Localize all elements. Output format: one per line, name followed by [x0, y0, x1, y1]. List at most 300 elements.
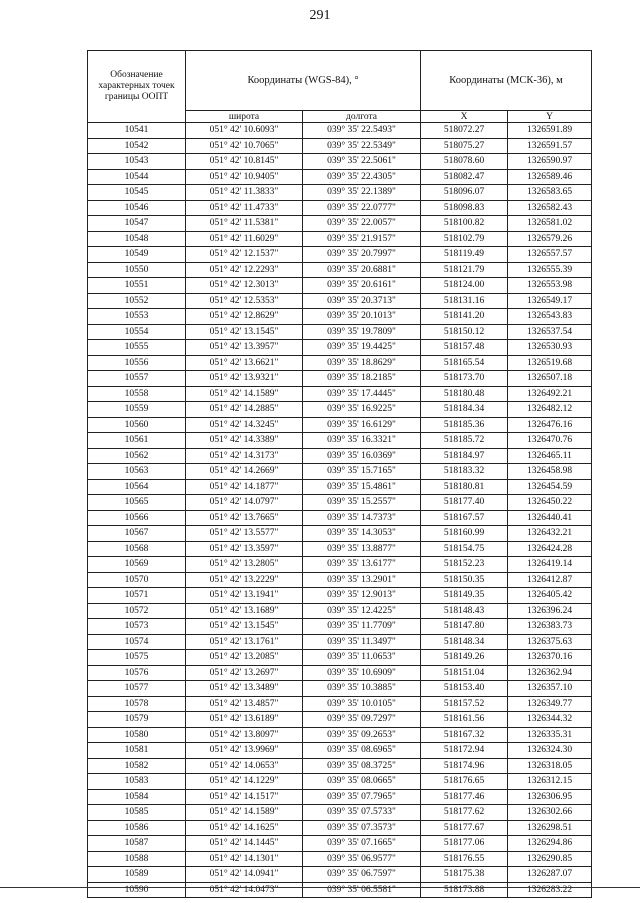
point-id-cell: 10564	[88, 479, 186, 495]
y-cell: 1326419.14	[508, 557, 592, 573]
latitude-cell: 051° 42' 13.9969"	[186, 743, 303, 759]
latitude-cell: 051° 42' 14.1229"	[186, 774, 303, 790]
point-id-cell: 10580	[88, 727, 186, 743]
y-cell: 1326582.43	[508, 200, 592, 216]
longitude-cell: 039° 35' 21.9157"	[303, 231, 421, 247]
x-cell: 518154.75	[421, 541, 508, 557]
longitude-cell: 039° 35' 07.3573"	[303, 820, 421, 836]
x-cell: 518078.60	[421, 154, 508, 170]
table-row	[88, 355, 592, 371]
longitude-cell: 039° 35' 16.6129"	[303, 417, 421, 433]
longitude-cell: 039° 35' 13.2901"	[303, 572, 421, 588]
point-id-cell: 10582	[88, 758, 186, 774]
point-id-cell: 10576	[88, 665, 186, 681]
latitude-cell: 051° 42' 14.1517"	[186, 789, 303, 805]
latitude-cell: 051° 42' 11.6029"	[186, 231, 303, 247]
y-cell: 1326375.63	[508, 634, 592, 650]
y-cell: 1326412.87	[508, 572, 592, 588]
latitude-cell: 051° 42' 13.1689"	[186, 603, 303, 619]
point-id-cell: 10557	[88, 371, 186, 387]
table-row	[88, 526, 592, 542]
y-cell: 1326543.83	[508, 309, 592, 325]
point-id-cell: 10567	[88, 526, 186, 542]
header-msk36: Координаты (МСК-36), м	[421, 51, 592, 111]
longitude-cell: 039° 35' 22.1389"	[303, 185, 421, 201]
point-id-cell: 10570	[88, 572, 186, 588]
table-row	[88, 200, 592, 216]
x-cell: 518141.20	[421, 309, 508, 325]
latitude-cell: 051° 42' 13.1545"	[186, 324, 303, 340]
table-row	[88, 541, 592, 557]
x-cell: 518180.81	[421, 479, 508, 495]
longitude-cell: 039° 35' 09.7297"	[303, 712, 421, 728]
y-cell: 1326581.02	[508, 216, 592, 232]
table-row	[88, 712, 592, 728]
x-cell: 518150.12	[421, 324, 508, 340]
latitude-cell: 051° 42' 13.3597"	[186, 541, 303, 557]
point-id-cell: 10589	[88, 867, 186, 883]
point-id-cell: 10553	[88, 309, 186, 325]
longitude-cell: 039° 35' 19.4425"	[303, 340, 421, 356]
longitude-cell: 039° 35' 22.5493"	[303, 123, 421, 139]
longitude-cell: 039° 35' 22.5061"	[303, 154, 421, 170]
longitude-cell: 039° 35' 08.3725"	[303, 758, 421, 774]
point-id-cell: 10579	[88, 712, 186, 728]
x-cell: 518177.40	[421, 495, 508, 511]
table-row	[88, 820, 592, 836]
table-row	[88, 262, 592, 278]
point-id-cell: 10545	[88, 185, 186, 201]
y-cell: 1326465.11	[508, 448, 592, 464]
x-cell: 518161.56	[421, 712, 508, 728]
table-row	[88, 371, 592, 387]
x-cell: 518098.83	[421, 200, 508, 216]
x-cell: 518167.32	[421, 727, 508, 743]
y-cell: 1326357.10	[508, 681, 592, 697]
point-id-cell: 10560	[88, 417, 186, 433]
latitude-cell: 051° 42' 13.2697"	[186, 665, 303, 681]
table-row	[88, 510, 592, 526]
latitude-cell: 051° 42' 13.1941"	[186, 588, 303, 604]
point-id-cell: 10563	[88, 464, 186, 480]
latitude-cell: 051° 42' 12.5353"	[186, 293, 303, 309]
x-cell: 518185.36	[421, 417, 508, 433]
longitude-cell: 039° 35' 22.0777"	[303, 200, 421, 216]
table-row	[88, 681, 592, 697]
x-cell: 518148.34	[421, 634, 508, 650]
point-id-cell: 10559	[88, 402, 186, 418]
table-row	[88, 743, 592, 759]
y-cell: 1326424.28	[508, 541, 592, 557]
x-cell: 518160.99	[421, 526, 508, 542]
point-id-cell: 10584	[88, 789, 186, 805]
point-id-cell: 10546	[88, 200, 186, 216]
x-cell: 518173.70	[421, 371, 508, 387]
point-id-cell: 10583	[88, 774, 186, 790]
latitude-cell: 051° 42' 12.1537"	[186, 247, 303, 263]
y-cell: 1326492.21	[508, 386, 592, 402]
longitude-cell: 039° 35' 22.4305"	[303, 169, 421, 185]
y-cell: 1326370.16	[508, 650, 592, 666]
table-row	[88, 278, 592, 294]
table-row	[88, 479, 592, 495]
point-id-cell: 10574	[88, 634, 186, 650]
latitude-cell: 051° 42' 12.2293"	[186, 262, 303, 278]
longitude-cell: 039° 35' 06.5581"	[303, 882, 421, 898]
latitude-cell: 051° 42' 14.3173"	[186, 448, 303, 464]
point-id-cell: 10572	[88, 603, 186, 619]
table-row	[88, 417, 592, 433]
point-id-cell: 10552	[88, 293, 186, 309]
latitude-cell: 051° 42' 14.1625"	[186, 820, 303, 836]
point-id-cell: 10555	[88, 340, 186, 356]
longitude-cell: 039° 35' 20.7997"	[303, 247, 421, 263]
coordinates-table	[87, 50, 592, 898]
table-row	[88, 293, 592, 309]
point-id-cell: 10577	[88, 681, 186, 697]
table-row	[88, 448, 592, 464]
table-row	[88, 882, 592, 898]
y-cell: 1326530.93	[508, 340, 592, 356]
y-cell: 1326519.68	[508, 355, 592, 371]
table-row	[88, 216, 592, 232]
latitude-cell: 051° 42' 13.5577"	[186, 526, 303, 542]
header-point-designation: Обозначение характерных точек границы ООПТ	[88, 51, 186, 123]
table-row	[88, 464, 592, 480]
y-cell: 1326294.86	[508, 836, 592, 852]
point-id-cell: 10544	[88, 169, 186, 185]
table-row	[88, 758, 592, 774]
y-cell: 1326283.22	[508, 882, 592, 898]
latitude-cell: 051° 42' 13.6621"	[186, 355, 303, 371]
footer-divider	[0, 887, 640, 888]
latitude-cell: 051° 42' 10.8145"	[186, 154, 303, 170]
x-cell: 518151.04	[421, 665, 508, 681]
latitude-cell: 051° 42' 14.2669"	[186, 464, 303, 480]
x-cell: 518147.80	[421, 619, 508, 635]
x-cell: 518176.65	[421, 774, 508, 790]
y-cell: 1326591.89	[508, 123, 592, 139]
x-cell: 518173.88	[421, 882, 508, 898]
x-cell: 518082.47	[421, 169, 508, 185]
latitude-cell: 051° 42' 14.1589"	[186, 386, 303, 402]
longitude-cell: 039° 35' 09.2653"	[303, 727, 421, 743]
y-cell: 1326324.30	[508, 743, 592, 759]
point-id-cell: 10575	[88, 650, 186, 666]
table-row	[88, 572, 592, 588]
longitude-cell: 039° 35' 22.0057"	[303, 216, 421, 232]
longitude-cell: 039° 35' 16.0369"	[303, 448, 421, 464]
point-id-cell: 10551	[88, 278, 186, 294]
y-cell: 1326450.22	[508, 495, 592, 511]
point-id-cell: 10558	[88, 386, 186, 402]
table-row	[88, 727, 592, 743]
latitude-cell: 051° 42' 13.3957"	[186, 340, 303, 356]
point-id-cell: 10549	[88, 247, 186, 263]
point-id-cell: 10543	[88, 154, 186, 170]
y-cell: 1326555.39	[508, 262, 592, 278]
latitude-cell: 051° 42' 10.7065"	[186, 138, 303, 154]
x-cell: 518165.54	[421, 355, 508, 371]
point-id-cell: 10590	[88, 882, 186, 898]
point-id-cell: 10556	[88, 355, 186, 371]
table-row	[88, 231, 592, 247]
x-cell: 518075.27	[421, 138, 508, 154]
table-row	[88, 495, 592, 511]
y-cell: 1326579.26	[508, 231, 592, 247]
latitude-cell: 051° 42' 10.6093"	[186, 123, 303, 139]
table-row	[88, 324, 592, 340]
table-row	[88, 340, 592, 356]
longitude-cell: 039° 35' 19.7809"	[303, 324, 421, 340]
latitude-cell: 051° 42' 12.3013"	[186, 278, 303, 294]
longitude-cell: 039° 35' 14.7373"	[303, 510, 421, 526]
point-id-cell: 10550	[88, 262, 186, 278]
latitude-cell: 051° 42' 14.1589"	[186, 805, 303, 821]
x-cell: 518131.16	[421, 293, 508, 309]
page-number: 291	[309, 8, 331, 23]
y-cell: 1326549.17	[508, 293, 592, 309]
latitude-cell: 051° 42' 13.2805"	[186, 557, 303, 573]
subheader-x: X	[421, 111, 508, 123]
x-cell: 518100.82	[421, 216, 508, 232]
longitude-cell: 039° 35' 10.6909"	[303, 665, 421, 681]
longitude-cell: 039° 35' 06.9577"	[303, 851, 421, 867]
y-cell: 1326553.98	[508, 278, 592, 294]
x-cell: 518121.79	[421, 262, 508, 278]
x-cell: 518174.96	[421, 758, 508, 774]
y-cell: 1326454.59	[508, 479, 592, 495]
longitude-cell: 039° 35' 20.1013"	[303, 309, 421, 325]
longitude-cell: 039° 35' 18.2185"	[303, 371, 421, 387]
latitude-cell: 051° 42' 14.0941"	[186, 867, 303, 883]
latitude-cell: 051° 42' 13.2085"	[186, 650, 303, 666]
y-cell: 1326302.66	[508, 805, 592, 821]
y-cell: 1326298.51	[508, 820, 592, 836]
longitude-cell: 039° 35' 10.0105"	[303, 696, 421, 712]
latitude-cell: 051° 42' 14.0473"	[186, 882, 303, 898]
longitude-cell: 039° 35' 16.9225"	[303, 402, 421, 418]
y-cell: 1326290.85	[508, 851, 592, 867]
y-cell: 1326458.98	[508, 464, 592, 480]
latitude-cell: 051° 42' 13.8097"	[186, 727, 303, 743]
subheader-longitude: долгота	[303, 111, 421, 123]
latitude-cell: 051° 42' 14.1301"	[186, 851, 303, 867]
x-cell: 518177.06	[421, 836, 508, 852]
longitude-cell: 039° 35' 16.3321"	[303, 433, 421, 449]
longitude-cell: 039° 35' 12.9013"	[303, 588, 421, 604]
latitude-cell: 051° 42' 13.6189"	[186, 712, 303, 728]
point-id-cell: 10568	[88, 541, 186, 557]
latitude-cell: 051° 42' 12.8629"	[186, 309, 303, 325]
longitude-cell: 039° 35' 08.6965"	[303, 743, 421, 759]
longitude-cell: 039° 35' 15.4861"	[303, 479, 421, 495]
longitude-cell: 039° 35' 12.4225"	[303, 603, 421, 619]
table-row	[88, 836, 592, 852]
longitude-cell: 039° 35' 22.5349"	[303, 138, 421, 154]
table-row	[88, 402, 592, 418]
table-body	[88, 123, 592, 898]
point-id-cell: 10562	[88, 448, 186, 464]
latitude-cell: 051° 42' 13.1761"	[186, 634, 303, 650]
point-id-cell: 10542	[88, 138, 186, 154]
x-cell: 518152.23	[421, 557, 508, 573]
longitude-cell: 039° 35' 20.3713"	[303, 293, 421, 309]
y-cell: 1326362.94	[508, 665, 592, 681]
latitude-cell: 051° 42' 14.1877"	[186, 479, 303, 495]
y-cell: 1326306.95	[508, 789, 592, 805]
y-cell: 1326507.18	[508, 371, 592, 387]
table-row	[88, 665, 592, 681]
x-cell: 518153.40	[421, 681, 508, 697]
longitude-cell: 039° 35' 15.2557"	[303, 495, 421, 511]
point-id-cell: 10541	[88, 123, 186, 139]
latitude-cell: 051° 42' 11.4733"	[186, 200, 303, 216]
table-row	[88, 696, 592, 712]
x-cell: 518185.72	[421, 433, 508, 449]
y-cell: 1326335.31	[508, 727, 592, 743]
point-id-cell: 10581	[88, 743, 186, 759]
latitude-cell: 051° 42' 13.3489"	[186, 681, 303, 697]
x-cell: 518176.55	[421, 851, 508, 867]
table-row	[88, 774, 592, 790]
y-cell: 1326590.97	[508, 154, 592, 170]
table-row	[88, 619, 592, 635]
point-id-cell: 10585	[88, 805, 186, 821]
table-row	[88, 805, 592, 821]
x-cell: 518148.43	[421, 603, 508, 619]
y-cell: 1326482.12	[508, 402, 592, 418]
latitude-cell: 051° 42' 13.4857"	[186, 696, 303, 712]
x-cell: 518150.35	[421, 572, 508, 588]
longitude-cell: 039° 35' 20.6881"	[303, 262, 421, 278]
y-cell: 1326537.54	[508, 324, 592, 340]
x-cell: 518157.52	[421, 696, 508, 712]
y-cell: 1326591.57	[508, 138, 592, 154]
y-cell: 1326583.65	[508, 185, 592, 201]
y-cell: 1326383.73	[508, 619, 592, 635]
point-id-cell: 10554	[88, 324, 186, 340]
longitude-cell: 039° 35' 11.3497"	[303, 634, 421, 650]
y-cell: 1326318.05	[508, 758, 592, 774]
header-wgs84: Координаты (WGS-84), °	[186, 51, 421, 111]
longitude-cell: 039° 35' 20.6161"	[303, 278, 421, 294]
x-cell: 518172.94	[421, 743, 508, 759]
longitude-cell: 039° 35' 15.7165"	[303, 464, 421, 480]
x-cell: 518124.00	[421, 278, 508, 294]
table-row	[88, 650, 592, 666]
subheader-y: Y	[508, 111, 592, 123]
x-cell: 518167.57	[421, 510, 508, 526]
point-id-cell: 10573	[88, 619, 186, 635]
x-cell: 518149.26	[421, 650, 508, 666]
table-row	[88, 138, 592, 154]
x-cell: 518096.07	[421, 185, 508, 201]
longitude-cell: 039° 35' 10.3885"	[303, 681, 421, 697]
table-row	[88, 634, 592, 650]
longitude-cell: 039° 35' 13.6177"	[303, 557, 421, 573]
latitude-cell: 051° 42' 14.3389"	[186, 433, 303, 449]
y-cell: 1326470.76	[508, 433, 592, 449]
latitude-cell: 051° 42' 11.3833"	[186, 185, 303, 201]
point-id-cell: 10547	[88, 216, 186, 232]
table-row	[88, 123, 592, 139]
latitude-cell: 051° 42' 14.1445"	[186, 836, 303, 852]
longitude-cell: 039° 35' 13.8877"	[303, 541, 421, 557]
x-cell: 518177.67	[421, 820, 508, 836]
y-cell: 1326432.21	[508, 526, 592, 542]
point-id-cell: 10566	[88, 510, 186, 526]
latitude-cell: 051° 42' 13.7665"	[186, 510, 303, 526]
point-id-cell: 10587	[88, 836, 186, 852]
latitude-cell: 051° 42' 14.3245"	[186, 417, 303, 433]
latitude-cell: 051° 42' 14.2885"	[186, 402, 303, 418]
y-cell: 1326396.24	[508, 603, 592, 619]
x-cell: 518177.46	[421, 789, 508, 805]
table-row	[88, 154, 592, 170]
x-cell: 518157.48	[421, 340, 508, 356]
x-cell: 518072.27	[421, 123, 508, 139]
table-row	[88, 557, 592, 573]
latitude-cell: 051° 42' 10.9405"	[186, 169, 303, 185]
x-cell: 518119.49	[421, 247, 508, 263]
x-cell: 518175.38	[421, 867, 508, 883]
point-id-cell: 10578	[88, 696, 186, 712]
latitude-cell: 051° 42' 13.9321"	[186, 371, 303, 387]
point-id-cell: 10565	[88, 495, 186, 511]
x-cell: 518149.35	[421, 588, 508, 604]
longitude-cell: 039° 35' 07.7965"	[303, 789, 421, 805]
y-cell: 1326589.46	[508, 169, 592, 185]
x-cell: 518184.34	[421, 402, 508, 418]
point-id-cell: 10561	[88, 433, 186, 449]
y-cell: 1326344.32	[508, 712, 592, 728]
table-row	[88, 169, 592, 185]
x-cell: 518102.79	[421, 231, 508, 247]
table-row	[88, 185, 592, 201]
latitude-cell: 051° 42' 14.0797"	[186, 495, 303, 511]
y-cell: 1326405.42	[508, 588, 592, 604]
table-row	[88, 386, 592, 402]
y-cell: 1326349.77	[508, 696, 592, 712]
x-cell: 518177.62	[421, 805, 508, 821]
longitude-cell: 039° 35' 07.5733"	[303, 805, 421, 821]
longitude-cell: 039° 35' 11.7709"	[303, 619, 421, 635]
latitude-cell: 051° 42' 13.2229"	[186, 572, 303, 588]
x-cell: 518184.97	[421, 448, 508, 464]
longitude-cell: 039° 35' 18.8629"	[303, 355, 421, 371]
y-cell: 1326312.15	[508, 774, 592, 790]
latitude-cell: 051° 42' 14.0653"	[186, 758, 303, 774]
x-cell: 518183.32	[421, 464, 508, 480]
longitude-cell: 039° 35' 14.3053"	[303, 526, 421, 542]
table-row	[88, 247, 592, 263]
point-id-cell: 10588	[88, 851, 186, 867]
point-id-cell: 10586	[88, 820, 186, 836]
table-row	[88, 851, 592, 867]
longitude-cell: 039° 35' 07.1665"	[303, 836, 421, 852]
table-row	[88, 433, 592, 449]
point-id-cell: 10548	[88, 231, 186, 247]
subheader-latitude: широта	[186, 111, 303, 123]
table-row	[88, 789, 592, 805]
x-cell: 518180.48	[421, 386, 508, 402]
table-row	[88, 588, 592, 604]
table-row	[88, 603, 592, 619]
longitude-cell: 039° 35' 08.0665"	[303, 774, 421, 790]
y-cell: 1326476.16	[508, 417, 592, 433]
latitude-cell: 051° 42' 13.1545"	[186, 619, 303, 635]
